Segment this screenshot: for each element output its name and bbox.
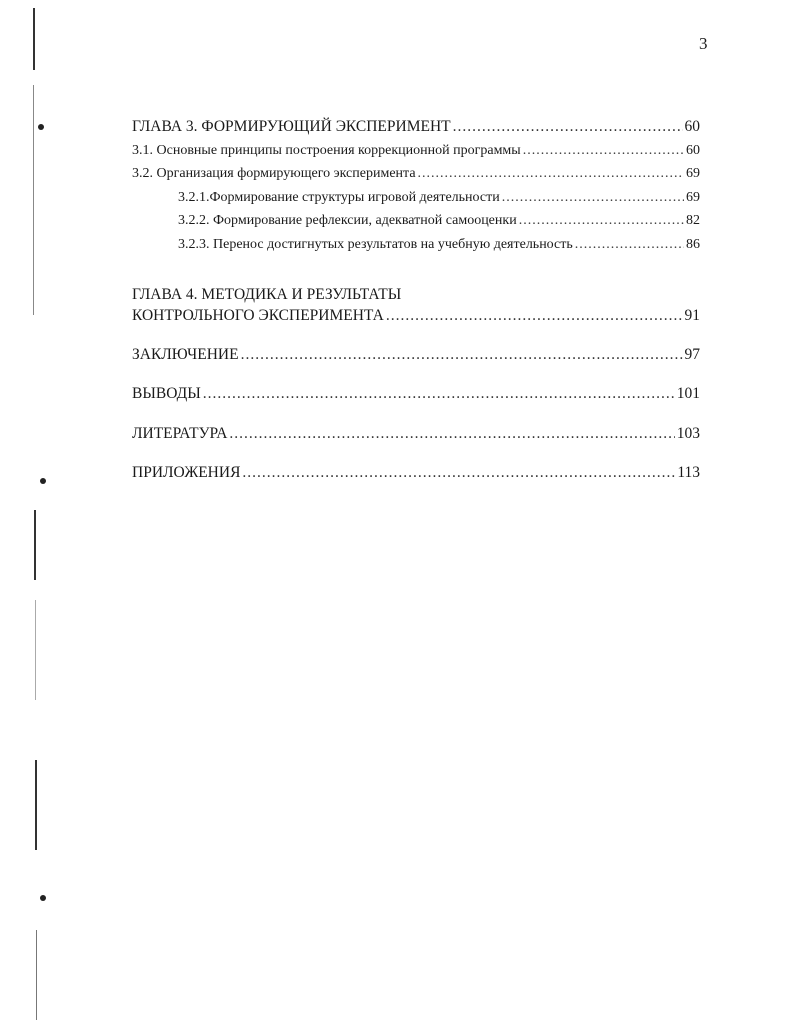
toc-entry-title: ЗАКЛЮЧЕНИЕ — [132, 346, 239, 363]
toc-entry-page: 91 — [684, 307, 700, 324]
toc-entry-title: 3.2. Организация формирующего эксперимента — [132, 166, 416, 181]
dot-leader — [229, 424, 674, 444]
toc-entry-page: 101 — [676, 385, 700, 402]
toc-entry-page: 60 — [684, 118, 700, 135]
toc-entry-page: 69 — [686, 190, 700, 205]
toc-entry-chapter-3 — [132, 117, 700, 137]
dot-leader — [418, 165, 684, 183]
toc-entry-section-3-2 — [132, 165, 700, 183]
toc-entry-section-3-2-2 — [178, 212, 700, 230]
toc-entry-page: 69 — [686, 166, 700, 181]
toc-entry-conclusion — [132, 345, 700, 365]
toc-entry-title: 3.2.3. Перенос достигнутых результатов на учебную деятельность — [178, 237, 573, 252]
toc-entry-title: ЛИТЕРАТУРА — [132, 425, 228, 442]
toc-entry-section-3-2-1 — [178, 189, 700, 207]
toc-entry-chapter-4-line1: ГЛАВА 4. МЕТОДИКА И РЕЗУЛЬТАТЫ — [132, 286, 402, 303]
toc-entry-section-3-2-3 — [178, 236, 700, 254]
toc-entry-findings — [132, 384, 700, 404]
dot-leader — [453, 117, 683, 137]
toc-entry-title: 3.2.1.Формирование структуры игровой деятельности — [178, 190, 500, 205]
toc-entry-page: 86 — [686, 237, 700, 252]
toc-entry-section-3-1 — [132, 142, 700, 160]
toc-entry-title: 3.1. Основные принципы построения коррекционной программы — [132, 143, 521, 158]
toc-entry-page: 82 — [686, 213, 700, 228]
dot-leader — [241, 345, 683, 365]
toc-entry-title: 3.2.2. Формирование рефлексии, адекватной самооценки — [178, 213, 517, 228]
toc-entry-title: ГЛАВА 3. ФОРМИРУЮЩИЙ ЭКСПЕРИМЕНТ — [132, 118, 451, 135]
toc-entry-chapter-4 — [132, 306, 700, 326]
toc-entry-literature — [132, 424, 700, 444]
dot-leader — [242, 463, 675, 483]
dot-leader — [502, 189, 684, 207]
dot-leader — [203, 384, 675, 404]
toc-entry-title: КОНТРОЛЬНОГО ЭКСПЕРИМЕНТА — [132, 307, 384, 324]
dot-leader — [523, 142, 684, 160]
toc-entry-page: 113 — [677, 464, 700, 481]
toc-entry-appendices — [132, 463, 700, 483]
dot-leader — [519, 212, 684, 230]
toc-entry-page: 97 — [684, 346, 700, 363]
dot-leader — [575, 236, 684, 254]
dot-leader — [386, 306, 683, 326]
page-number: 3 — [699, 34, 708, 53]
toc-entry-page: 60 — [686, 143, 700, 158]
toc-entry-title: ПРИЛОЖЕНИЯ — [132, 464, 241, 481]
toc-entry-page: 103 — [676, 425, 700, 442]
toc-entry-title: ВЫВОДЫ — [132, 385, 201, 402]
